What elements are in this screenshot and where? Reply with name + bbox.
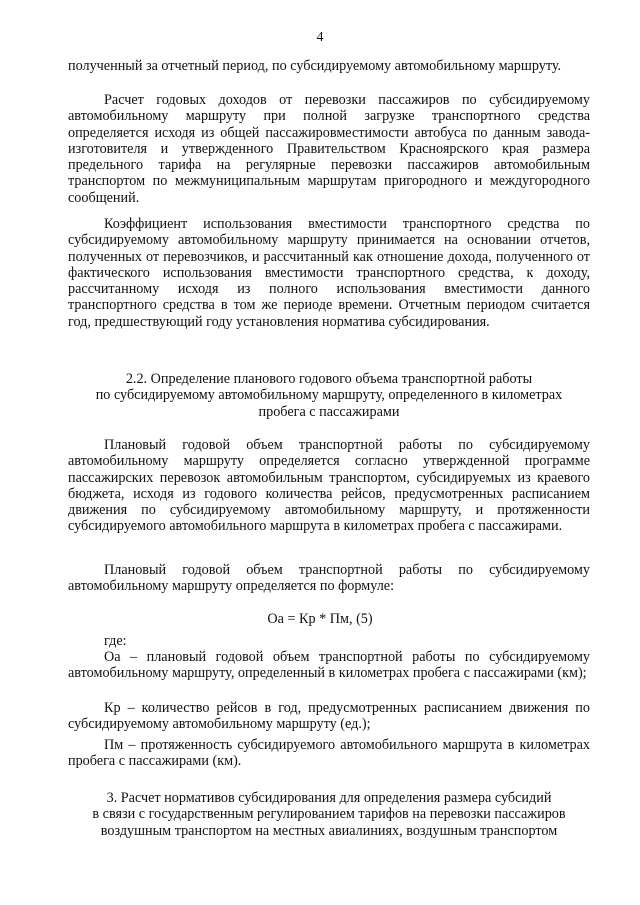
heading-line: по субсидируемому автомобильному маршруту, определенного в километрах [95, 387, 563, 404]
definition-kr: Кр – количество рейсов в год, предусмотренных расписанием движения по субсидируемому автомобильному маршруту (ед.); [68, 700, 590, 733]
heading-line: 2.2. Определение планового годового объема транспортной работы [125, 371, 533, 387]
paragraph-capacity-coefficient: Коэффициент использования вместимости транспортного средства по субсидируемому автомобильному маршруту принимается на основании отчетов, полученных от перевозчиков, и рассчитанный как отношение дохода, полученного от фактического использования вместимости транспортного средства, к доходу, рассчитанному исходя из полного использования вместимости данного транспортного средства в том же периоде времени. Отчетным периодом считается год, предшествующий году установления норматива субсидирования. [68, 216, 590, 330]
formula: Оа = Кр * Пм, (5) [267, 611, 373, 627]
section-3-heading [68, 790, 590, 839]
paragraph-continuation: полученный за отчетный период, по субсидируемому автомобильному маршруту. [68, 58, 562, 74]
heading-line: в связи с государственным регулированием тарифов на перевозки пассажиров [92, 806, 566, 823]
definition-oa: Оа – плановый годовой объем транспортной работы по субсидируемому автомобильному маршруту, определенный в километрах пробега с пассажирами (км); [68, 649, 590, 682]
where-label: где: [104, 633, 127, 649]
page-number: 4 [316, 30, 324, 45]
section-2-2-heading [68, 371, 590, 420]
paragraph-formula-intro: Плановый годовой объем транспортной работы по субсидируемому автомобильному маршруту определяется по формуле: [68, 562, 590, 595]
definition-pm: Пм – протяженность субсидируемого автомобильного маршрута в километрах пробега с пассажирами (км). [68, 737, 590, 770]
paragraph-planned-volume: Плановый годовой объем транспортной работы по субсидируемому автомобильному маршруту определяется согласно утвержденной программе пассажирских перевозок автомобильным транспортом, субсидируемых из краевого бюджета, исходя из годового количества рейсов, предусмотренных расписанием движения по субсидируемому автомобильному маршруту, и протяженности субсидируемого автомобильного маршрута в километрах пробега с пассажирами. [68, 437, 590, 535]
heading-line: 3. Расчет нормативов субсидирования для определения размера субсидий [106, 790, 552, 806]
heading-line: воздушным транспортом на местных авиалиниях, воздушным транспортом [100, 822, 558, 839]
heading-line: пробега с пассажирами [258, 403, 400, 420]
paragraph-annual-income: Расчет годовых доходов от перевозки пассажиров по субсидируемому автомобильному маршруту при полной загрузке транспортного средства определяется исходя из общей пассажировместимости автобуса по данным завода-изготовителя и утвержденного Правительством Красноярского края размера предельного тарифа на регулярные перевозки пассажиров автомобильным транспортом по межмуниципальным маршрутам пригородного и междугородного сообщений. [68, 92, 590, 206]
